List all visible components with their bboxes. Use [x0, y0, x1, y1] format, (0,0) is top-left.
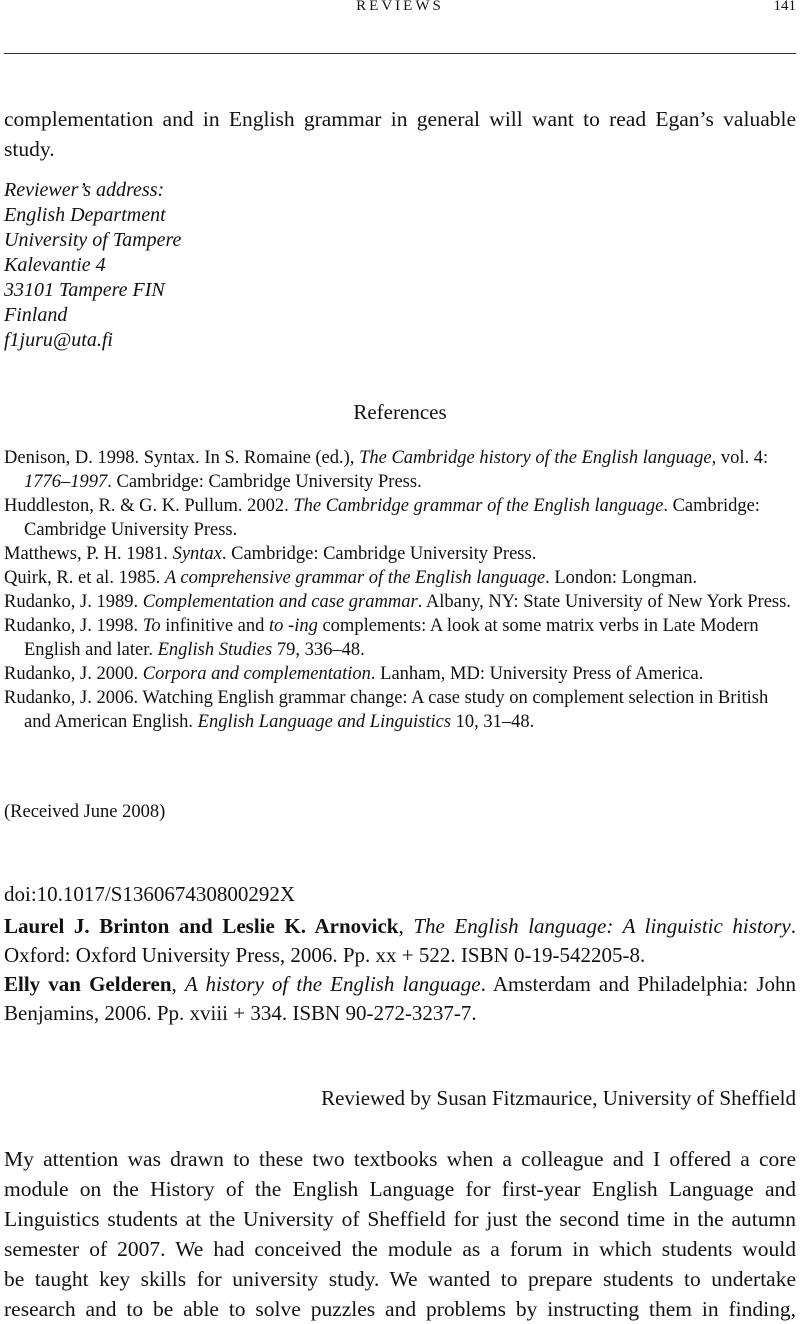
text-line: semester of 2007. We had conceived the module as a forum in which students would — [4, 1237, 796, 1261]
page-number: 141 — [773, 0, 796, 14]
reviewer-address — [4, 178, 181, 353]
book-title: A history of the English language — [184, 972, 481, 996]
reference-entry: Rudanko, J. 2000. Corpora and complementation. Lanham, MD: University Press of America. — [4, 664, 704, 684]
address-email: f1juru@uta.fi — [4, 329, 113, 351]
address-label: Reviewer’s address: — [4, 179, 165, 201]
reference-entry: Quirk, R. et al. 1985. A comprehensive grammar of the English language. London: Longman. — [4, 568, 698, 588]
text-line: module on the History of the English Language for first-year English Language and — [4, 1177, 796, 1201]
review-intro — [4, 1144, 796, 1324]
reference-entry: Denison, D. 1998. Syntax. In S. Romaine (ed.), The Cambridge history of the English language, vol. 4: 1776–1997. Cambridge: Cambridge University Press. — [4, 448, 769, 492]
address-line: English Department — [4, 204, 166, 226]
book-authors: Laurel J. Brinton and Leslie K. Arnovick — [4, 914, 399, 938]
doi-link[interactable]: doi:10.1017/S136067430800292X — [4, 882, 296, 906]
running-head — [0, 0, 800, 20]
references-list — [4, 446, 794, 734]
address-line: University of Tampere — [4, 229, 182, 251]
reference-entry: Rudanko, J. 1989. Complementation and case grammar. Albany, NY: State University of New York Press. — [4, 592, 791, 612]
reference-entry: Huddleston, R. & G. K. Pullum. 2002. The Cambridge grammar of the English language. Cambridge: Cambridge University Press. — [4, 496, 760, 540]
text-line: research and to be able to solve puzzles and problems by instructing them in finding, — [4, 1297, 796, 1321]
text-line: My attention was drawn to these two textbooks when a colleague and I offered a core — [4, 1147, 796, 1171]
received-date: (Received June 2008) — [4, 802, 166, 822]
text-line: be taught key skills for university study. We wanted to prepare students to undertake — [4, 1267, 796, 1291]
book-details: . Amsterdam and Philadelphia: John Benjamins, 2006. Pp. xviii + 334. ISBN 90-272-3237-7. — [4, 972, 796, 1025]
reviewer-byline: Reviewed by Susan Fitzmaurice, University of Sheffield — [321, 1086, 796, 1110]
book-citation: Laurel J. Brinton and Leslie K. Arnovick, The English language: A linguistic history. Oxford: Oxford University Press, 2006. Pp. xx + 522. ISBN 0-19-542205-8. — [4, 914, 796, 967]
address-line: Finland — [4, 304, 68, 326]
address-line: 33101 Tampere FIN — [4, 279, 165, 301]
reference-entry: Matthews, P. H. 1981. Syntax. Cambridge: Cambridge University Press. — [4, 544, 537, 564]
address-line: Kalevantie 4 — [4, 254, 106, 276]
references-heading: References — [353, 400, 447, 424]
book-authors: Elly van Gelderen — [4, 972, 172, 996]
book-title: The English language: A linguistic history — [413, 914, 791, 938]
preceding-text: complementation and in English grammar in general will want to read Egan’s valuable study. — [4, 107, 796, 161]
reference-entry: Rudanko, J. 2006. Watching English grammar change: A case study on complement selection in British and American English. English Language and Linguistics 10, 31–48. — [4, 688, 769, 732]
header-rule — [4, 53, 796, 54]
book-details: . Oxford: Oxford University Press, 2006. Pp. xx + 522. ISBN 0-19-542205-8. — [4, 914, 796, 967]
book-citation: Elly van Gelderen, A history of the English language. Amsterdam and Philadelphia: John Benjamins, 2006. Pp. xviii + 334. ISBN 90-272-3237-7. — [4, 972, 796, 1025]
reference-entry: Rudanko, J. 1998. To infinitive and to -ing complements: A look at some matrix verbs in Late Modern English and later. English Studies 79, 336–48. — [4, 616, 759, 660]
text-line: Linguistics students at the University of Sheffield for just the second time in the autumn — [4, 1207, 796, 1231]
journal-title: REVIEWS — [356, 0, 444, 14]
